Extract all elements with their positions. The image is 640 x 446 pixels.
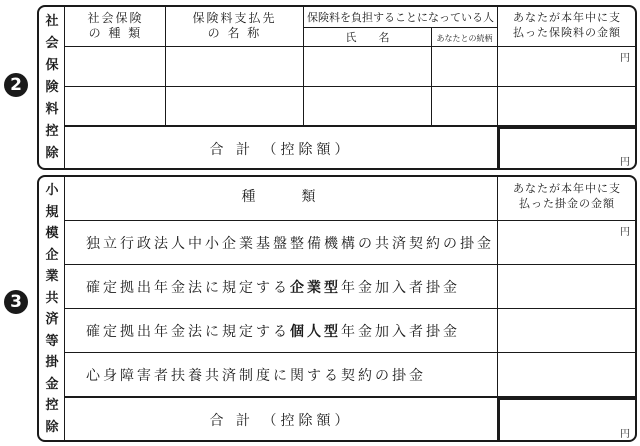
side-label-char: 社 bbox=[45, 14, 59, 29]
side-label-char: 険 bbox=[45, 80, 59, 95]
side-label-char: 等 bbox=[45, 333, 59, 349]
small-business-side-label bbox=[42, 180, 62, 438]
side-label-char: 業 bbox=[45, 269, 59, 284]
side-label-char: 済 bbox=[45, 312, 59, 327]
insurance-type-field-2[interactable] bbox=[65, 87, 165, 125]
row-corporate-dc-pension: 確定拠出年金法に規定する企業型年金加入者掛金 bbox=[86, 280, 460, 296]
yen-unit: 円 bbox=[620, 53, 630, 64]
small-business-total-field[interactable] bbox=[498, 398, 636, 441]
side-label-char: 料 bbox=[45, 102, 59, 117]
amount-field-corporate-dc[interactable] bbox=[498, 265, 636, 308]
relationship-field-1[interactable] bbox=[432, 47, 497, 85]
side-label-char: 控 bbox=[45, 398, 59, 413]
row-smrj-mutual-aid: 独立行政法人中小企業基盤整備機構の共済契約の掛金 bbox=[86, 236, 494, 252]
side-label-char: 金 bbox=[45, 376, 59, 392]
payee-name-field-1[interactable] bbox=[166, 47, 303, 85]
amount-field-2[interactable] bbox=[498, 87, 636, 125]
side-label-char: 共 bbox=[45, 290, 59, 306]
side-label-char: 企 bbox=[45, 247, 59, 263]
payee-name-field-2[interactable] bbox=[166, 87, 303, 125]
header-insurance-type: 社会保険 の 種 類 bbox=[87, 11, 144, 40]
social-insurance-total-field[interactable] bbox=[498, 127, 636, 169]
amount-field-smrj[interactable] bbox=[498, 221, 636, 264]
amount-field-disability[interactable] bbox=[498, 353, 636, 396]
side-label-char: 模 bbox=[45, 226, 59, 241]
social-insurance-total-label: 合 計 （控除額） bbox=[209, 142, 353, 158]
row-disability-mutual-aid: 心身障害者扶養共済制度に関する契約の掛金 bbox=[86, 368, 426, 384]
header-name: 氏 名 bbox=[345, 31, 390, 44]
side-label-char: 会 bbox=[45, 36, 59, 51]
header-burden-person: 保険料を負担することになっている人 bbox=[307, 11, 494, 24]
yen-unit-total: 円 bbox=[620, 429, 630, 440]
header-contribution-amount: あなたが本年中に支 払った掛金の金額 bbox=[513, 182, 621, 210]
burden-name-field-1[interactable] bbox=[304, 47, 431, 85]
side-label-char: 除 bbox=[45, 146, 59, 161]
yen-unit: 円 bbox=[620, 227, 630, 238]
section-number-3: 3 bbox=[4, 290, 28, 314]
side-label-char: 保 bbox=[45, 58, 59, 73]
side-label-char: 控 bbox=[45, 124, 59, 139]
side-label-char: 除 bbox=[45, 419, 59, 435]
header-payee-name: 保険料支払先 の 名 称 bbox=[192, 11, 277, 40]
burden-name-field-2[interactable] bbox=[304, 87, 431, 125]
side-label-char: 規 bbox=[45, 204, 59, 220]
amount-field-individual-dc[interactable] bbox=[498, 309, 636, 352]
relationship-field-2[interactable] bbox=[432, 87, 497, 125]
header-amount-paid: あなたが本年中に支 払った保険料の金額 bbox=[513, 11, 621, 39]
amount-field-1[interactable] bbox=[498, 47, 636, 85]
row-individual-dc-pension: 確定拠出年金法に規定する個人型年金加入者掛金 bbox=[86, 324, 460, 340]
insurance-type-field-1[interactable] bbox=[65, 47, 165, 85]
small-business-total-label: 合 計 （控除額） bbox=[209, 413, 353, 429]
header-relationship: あなたとの続柄 bbox=[436, 34, 493, 43]
social-insurance-side-label bbox=[42, 11, 62, 165]
side-label-char: 小 bbox=[45, 183, 59, 198]
yen-unit-total: 円 bbox=[620, 157, 630, 168]
side-label-char: 掛 bbox=[45, 355, 59, 370]
section-number-2: 2 bbox=[4, 73, 28, 97]
header-type: 種 類 bbox=[241, 189, 322, 205]
